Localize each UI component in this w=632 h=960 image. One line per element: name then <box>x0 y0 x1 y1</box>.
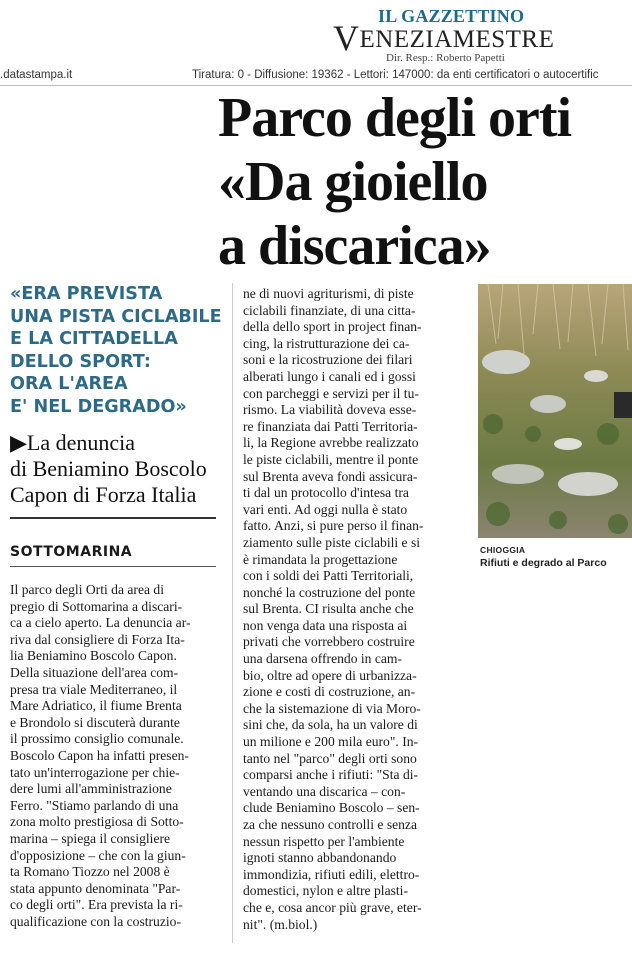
body-text-line: rismo. La viabilità doveva esse- <box>243 402 417 418</box>
subtitle-line: Capon di Forza Italia <box>10 482 197 507</box>
headline-line-3: a discarica» <box>218 215 491 277</box>
article-photo <box>478 284 632 538</box>
body-text-line: sul Brenta aveva fondi assicura- <box>243 468 418 484</box>
edition-initial: V <box>333 18 360 58</box>
article-body-column-2 <box>243 286 473 933</box>
body-text-line: privati che vorrebbero costruire <box>243 634 415 650</box>
body-text-line: ciclabili finanziate, di una citta- <box>243 302 416 318</box>
body-text-line: nit". (m.biol.) <box>243 916 318 932</box>
body-text-line: fatto. Anzi, si pure perso il finan- <box>243 518 424 534</box>
body-text-line: sini che, da sola, ha un valore di <box>243 717 418 733</box>
body-text-line: pregio di Sottomarina a discari- <box>10 598 183 614</box>
body-text-line: Boscolo Capon ha infatti presen- <box>10 747 189 763</box>
body-text-line: co degli orti". Era prevista la ri- <box>10 897 183 913</box>
body-text-line: le piste ciclabili, mentre il ponte <box>243 451 419 467</box>
body-text-line: con i soldi dei Patti Territoriali, <box>243 568 414 584</box>
pull-quote-line: ORA L'AREA <box>10 374 128 394</box>
source-site: .datastampa.it <box>0 69 73 81</box>
body-text-line: bio, oltre ad opere di urbanizza- <box>243 667 417 683</box>
body-text-line: li, la Regione avrebbe realizzato <box>243 435 419 451</box>
subtitle-line: ▶La denuncia <box>10 430 136 455</box>
body-text-line: cing, la ristrutturazione dei ca- <box>243 335 410 351</box>
headline-line-1: Parco degli orti <box>218 87 572 149</box>
body-text-line: della dello sport in project finan- <box>243 319 422 335</box>
body-text-line: ti dal un protocollo d'intesa tra <box>243 485 409 501</box>
photo-caption-kicker: CHIOGGIA <box>480 545 526 555</box>
masthead-edition <box>333 14 554 56</box>
photo-caption: Rifiuti e degrado al Parco <box>480 557 607 569</box>
body-text-line: non venga data una risposta ai <box>243 617 408 633</box>
body-text-line: il prossimo consiglio comunale. <box>10 731 184 747</box>
section-rule <box>10 517 216 519</box>
article-body-column-1 <box>10 582 218 930</box>
pull-quote-line: E' NEL DEGRADO» <box>10 396 187 417</box>
pull-quote-line: E LA CITTADELLA <box>10 329 178 349</box>
pull-quote <box>10 283 222 418</box>
body-text-line: una darsena offrendo in cam- <box>243 651 403 667</box>
body-text-line: zione e costi di costruzione, an- <box>243 684 416 700</box>
pull-quote-line: «ERA PREVISTA <box>10 284 163 304</box>
location-kicker: SOTTOMARINA <box>10 544 133 560</box>
top-rule <box>0 85 632 86</box>
masthead-title: IL GAZZETTINO <box>378 6 525 26</box>
body-text-line: d'opposizione – che con la giun- <box>10 847 186 863</box>
body-text-line: presa tra viale Mediterraneo, il <box>10 681 178 697</box>
photo-illustration <box>478 284 632 538</box>
body-text-line: alberati lungo i canali ed i gossi <box>243 368 416 384</box>
body-text-line: nessun rispetto per l'ambiente <box>243 833 405 849</box>
body-text-line: clude Beniamino Boscolo – sen- <box>243 800 420 816</box>
pull-quote-line: DELLO SPORT: <box>10 351 151 372</box>
body-text-line: Il parco degli Orti da area di <box>10 582 164 597</box>
subtitle-line: di Beniamino Boscolo <box>10 456 207 481</box>
body-text-line: ca a cielo aperto. La denuncia ar- <box>10 615 191 631</box>
body-text-line: immondizia, rifiuti edili, elettro- <box>243 866 420 882</box>
edition-rest: ENEZIAMESTRE <box>359 26 555 53</box>
body-text-line: ta Romano Tiozzo nel 2008 è <box>10 864 170 880</box>
body-text-line: marina – spiega il consigliere <box>10 830 171 846</box>
body-text-line: sul Brenta. CI risulta anche che <box>243 601 414 617</box>
body-text-line: un milione e 200 mila euro". In- <box>243 734 419 750</box>
body-text-line: re finanziata dai Patti Territoria- <box>243 418 418 434</box>
body-text-line: è rimandata la progettazione <box>243 551 398 567</box>
headline-line-2: «Da gioiello <box>218 151 488 213</box>
masthead-director: Dir. Resp.: Roberto Papetti <box>386 52 505 64</box>
body-text-line: tanto nel "parco" degli orti sono <box>243 750 417 766</box>
kicker-rule <box>10 566 216 567</box>
body-text-line: che la sistemazione di via Moro- <box>243 700 421 716</box>
body-text-line: e Brondolo si discuterà durante <box>10 714 180 730</box>
pull-quote-line: UNA PISTA CICLABILE <box>10 306 222 327</box>
body-text-line: che e, cosa ancor più grave, eter- <box>243 899 422 915</box>
body-text-line: Mare Adriatico, il fiume Brenta <box>10 698 182 714</box>
body-text-line: stata appunto denominata "Par- <box>10 880 181 896</box>
body-text-line: con parcheggi e servizi per il tu- <box>243 385 419 401</box>
body-text-line: riva dal consigliere di Forza Ita- <box>10 631 185 647</box>
body-text-line: ziamento sulle piste ciclabili e si <box>243 534 421 550</box>
body-text-line: ignoti stanno abbandonando <box>243 850 397 866</box>
body-text-line: vari enti. Ad oggi nulla è stato <box>243 501 408 517</box>
body-text-line: Ferro. "Stiamo parlando di una <box>10 797 179 813</box>
body-text-line: ne di nuovi agriturismi, di piste <box>243 286 414 301</box>
body-text-line: ventando una discarica – con- <box>243 783 406 799</box>
subtitle <box>10 430 220 508</box>
body-text-line: qualificazione con la costruzio- <box>10 913 181 929</box>
body-text-line: comparsi anche i rifiuti: "Sta di- <box>243 767 419 783</box>
body-text-line: soni e la ricostruzione dei filari <box>243 352 413 368</box>
body-text-line: lia Beniamino Boscolo Capon. <box>10 648 177 664</box>
body-text-line: za che nessuno controlli e senza <box>243 817 418 832</box>
print-run-info: Tiratura: 0 - Diffusione: 19362 - Lettori: 147000: da enti certificatori o autocertific <box>192 69 599 81</box>
body-text-line: domestici, nylon e altre plasti- <box>243 883 408 899</box>
body-text-line: dere lumi all'amministrazione <box>10 781 172 797</box>
body-text-line: zona molto prestigiosa di Sotto- <box>10 814 184 830</box>
body-text-line: tato un'interrogazione per chie- <box>10 764 180 780</box>
body-text-line: Della situazione dell'area com- <box>10 664 179 680</box>
column-divider <box>232 283 233 943</box>
body-text-line: nonché la costruzione del ponte <box>243 584 416 600</box>
